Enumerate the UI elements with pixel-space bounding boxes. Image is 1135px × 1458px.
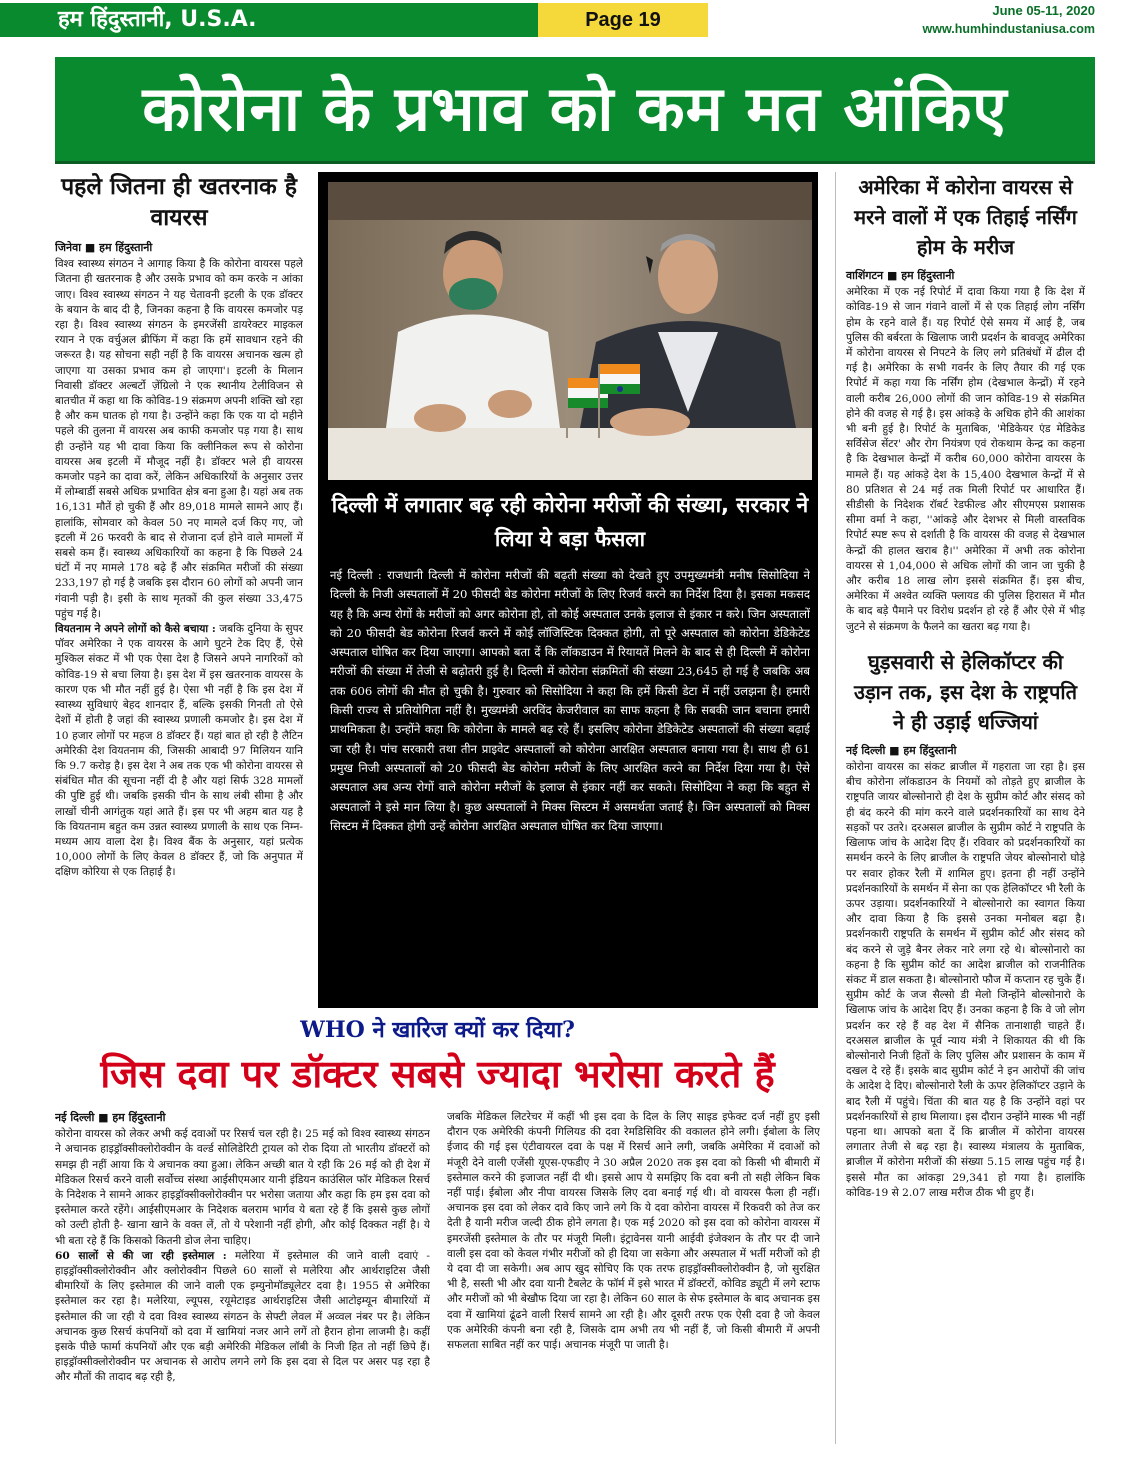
website-link[interactable]: www.humhindustaniusa.com xyxy=(922,22,1095,36)
masthead xyxy=(0,0,1135,46)
left-article-paragraph-2-text: जबकि दुनिया के सुपर पॉवर अमेरिका ने एक वायरस के आगे घुटने टेक दिए हैं, ऐसे मुश्किल संकट में भी एक ऐसा देश है जिसने अपने नागरिकों को कोविड-19 से बचा लिया है। इस देश में इस खतरनाक वायरस के कारण एक भी मौत नहीं हुई है। ऐसा भी नहीं है कि इस देश में स्वास्थ्य सुविधाएं बेहद शानदार हैं, बल्कि इसकी गिनती तो ऐसे देशों में होती है जहां की स्वास्थ्य प्रणाली कमजोर है। इस देश में 10 हजार लोगों पर महज 8 डॉक्टर हैं। यहां बात हो रही है लैटिन अमेरिकी देश वियतनाम की, जिसकी आबादी 97 मिलियन यानि कि 9.7 करोड़ है। इस देश ने अब तक एक भी कोरोना वायरस से संबंधित मौत की सूचना नहीं दी है और यहां सिर्फ 328 मामलों की पुष्टि हुई थी। जबकि इसकी चीन के साथ लंबी सीमा है और लाखों चीनी आगंतुक यहां आते हैं। इस पर भी अहम बात यह है कि वियतनाम बहुत कम उन्नत स्वास्थ्य प्रणाली के साथ एक निम्न-मध्यम आय वाला देश है। विश्व बैंक के अनुसार, यहां प्रत्येक 10,000 लोगों के लिए केवल 8 डॉक्टर हैं, जो कि अनुपात में दक्षिण कोरिया से एक तिहाई है। xyxy=(55,623,303,879)
right-article-1-headline: अमेरिका में कोरोना वायरस से मरने वालों में एक तिहाई नर्सिंग होम के मरीज xyxy=(854,175,1077,259)
right-article-2-dateline: नई दिल्ली ■ हम हिंदुस्तानी xyxy=(846,743,957,757)
banner-headline: कोरोना के प्रभाव को कम मत आंकिए xyxy=(55,57,1095,164)
who-article-column-1 xyxy=(55,1110,430,1440)
who-article-paragraph-3: जबकि मेडिकल लिटरेचर में कहीं भी इस दवा के दिल के लिए साइड इफेक्ट दर्ज नहीं हुए इसी दौरान एक अमेरिकी कंपनी गिलियड की दवा रेमडिसिविर की वकालत होने लगी। ईबोला के लिए ईजाद की गई इस एंटीवायरल दवा के पक्ष में रिसर्च आने लगी, जबकि अमेरिका में दवाओं को मंजूरी देने वाली एजेंसी यूएस-एफडीए ने 30 अप्रैल 2020 तक इस दवा को किसी भी बीमारी में इस्तेमाल करने की इजाजत नहीं दी थी। इससे आप ये समझिए कि दवा बनी तो सही लेकिन बिक नहीं पाई। ईबोला और नीपा वायरस जिसके लिए दवा बनाई गई थी। वो वायरस फैला ही नहीं। अचानक इस दवा को लेकर दावे किए जाने लगे कि ये दवा कोरोना वायरस में रिकवरी को तेज कर देती है यानी मरीज जल्दी ठीक होने लगता है। एक मई 2020 को इस दवा को कोरोना वायरस में इमरजेंसी इस्तेमाल के तौर पर मंजूरी मिली। इंट्रावेनस यानी आईवी इंजेक्शन के तौर पर दी जाने वाली इस दवा को केवल गंभीर मरीजों को ही दिया जा सकेगा और अस्पताल में भर्ती मरीजों को ही ये दवा दी जा सकेगी। अब आप खुद सोचिए कि एक तरफ हाइड्रॉक्सीक्लोरोक्वीन है, जो सुरक्षित भी है, सस्ती भी और दवा यानी टैबलेट के फॉर्म में इसे भारत में डॉक्टरों, कोविड ड्यूटी में लगे स्टाफ और मरीजों को भी बेखौफ दिया जा रहा है। लेकिन 60 साल के सेफ इस्तेमाल के बाद अचानक इस दवा में खामियां ढूंढने वाली रिसर्च सामने आ रही है। और दूसरी तरफ एक ऐसी दवा है जो केवल एक अमेरिकी कंपनी बना रही है, जिसके दाम अभी तय भी नहीं हैं, जो किसी बीमारी में अपनी सफलता साबित नहीं कर पाई। अचानक मंजूरी पा जाती है। xyxy=(447,1111,820,1352)
news-photo xyxy=(328,182,812,480)
right-article-2-body: कोरोना वायरस का संकट ब्राजील में गहराता जा रहा है। इस बीच कोरोना लॉकडाउन के नियमों को तोड़ते हुए ब्राजील के राष्ट्रपति जायर बोल्सोनारो ही देश के सुप्रीम कोर्ट और संसद को ही बंद करने की मांग करने वाले प्रदर्शनकारियों का साथ देने सड़कों पर उतरे। दरअसल ब्राजील के सुप्रीम कोर्ट ने राष्ट्रपति के खिलाफ जांच के आदेश दिए हैं। रविवार को प्रदर्शनकारियों का समर्थन करने के लिए ब्राजील के राष्ट्रपति जेयर बोल्सोनारो घोड़े पर सवार होकर रैली में शामिल हुए। इतना ही नहीं उन्होंने प्रदर्शनकारियों के समर्थन में सेना का एक हेलिकॉप्टर भी रैली के ऊपर उड़ाया। प्रदर्शनकारियों ने बोल्सोनारो का स्वागत किया और दावा किया है कि इससे उनका मनोबल बढ़ा है। प्रदर्शनकारी राष्ट्रपति के समर्थन में सुप्रीम कोर्ट और संसद को बंद करने से जुड़े बैनर लेकर नारे लगा रहे थे। बोल्सोनारो का कहना है कि सुप्रीम कोर्ट का आदेश ब्राजील को राजनीतिक संकट में डाल सकता है। बोल्सोनारो फौज में कप्तान रह चुके हैं। सुप्रीम कोर्ट के जज सैल्सो डी मेलो जिन्होंने बोल्सोनारो के खिलाफ जांच के आदेश दिए हैं। उनका कहना है कि वे जो लोग प्रदर्शन कर रहे हैं वह देश में सैनिक तानाशाही चाहते हैं। दरअसल ब्राजील के पूर्व न्याय मंत्री ने शिकायत की थी कि बोल्सोनारो निजी हितों के लिए पुलिस और प्रशासन के काम में दखल दे रहे हैं। इसके बाद सुप्रीम कोर्ट ने इन आरोपों की जांच के आदेश दे दिए। बोल्सोनारो रैली के ऊपर हेलिकॉप्टर उड़ाने के बाद रैली में पहुंचे। चिंता की बात यह है कि उन्होंने वहां पर प्रदर्शनकारियों से हाथ मिलाया। इस दौरान उन्होंने मास्क भी नहीं पहना था। आपको बता दें कि ब्राजील में कोरोना वायरस लगातार तेजी से बढ़ रहा है। स्वास्थ्य मंत्रालय के मुताबिक, ब्राजील में कोरोना मरीजों की संख्या 5.15 लाख पहुंच गई है। इससे मौत का आंकड़ा 29,341 हो गया है। हालांकि कोविड-19 से 2.07 लाख मरीज ठीक भी हुए हैं। xyxy=(846,761,1085,1199)
left-article-subhead: वियतनाम ने अपने लोगों को कैसे बचाया : xyxy=(55,623,216,636)
who-article xyxy=(55,1010,820,1442)
center-feature-box xyxy=(318,172,818,1008)
who-article-dateline: नई दिल्ली ■ हम हिंदुस्तानी xyxy=(55,1111,166,1124)
center-article-headline: दिल्ली में लगातार बढ़ रही कोरोना मरीजों की संख्या, सरकार ने लिया ये बड़ा फैसला xyxy=(331,493,809,551)
right-article-2-headline: घुड़सवारी से हेलिकॉप्टर की उड़ान तक, इस देश के राष्ट्रपति ने ही उड़ाई धज्जियां xyxy=(853,649,1077,734)
left-article-headline: पहले जितना ही खतरनाक है वायरस xyxy=(61,174,297,231)
left-article xyxy=(55,172,303,1008)
center-article-body: नई दिल्ली : राजधानी दिल्ली में कोरोना मरीजों की बढ़ती संख्या को देखते हुए उपमुख्यमंत्री मनीष सिसोदिया ने दिल्ली के निजी अस्पतालों में 20 फीसदी बेड कोरोना मरीजों के लिए रिजर्व करने का निर्देश दिया है। इसका मकसद यह है कि अन्य रोगों के मरीजों को अगर कोरोना हो, तो कोई अस्पताल उनके इलाज से इंकार न करे। जिन अस्पतालों को 20 फीसदी बेड कोरोना रिजर्व करने में कोई लॉजिस्टिक दिक्कत होगी, तो पूरे अस्पताल को कोरोना डेडिकेटेड अस्पताल घोषित कर दिया जाएगा। आपको बता दें कि लॉकडाउन में रियायतें मिलने के बाद से ही दिल्ली में कोरोना मरीजों की संख्या में तेजी से बढ़ोतरी हुई है। दिल्ली में कोरोना संक्रमितों की संख्या 23,645 हो गई है जबकि अब तक 606 लोगों की मौत हो चुकी है। गुरुवार को सिसोदिया ने कहा कि हमें किसी डेटा में नहीं उलझना है। हमारी किसी राज्य से प्रतियोगिता नहीं है। मुख्यमंत्री अरविंद केजरीवाल का साफ कहना है कि सबकी जान बचाना हमारी प्राथमिकता है। उन्होंने कहा कि कोरोना के मामले बढ़ रहे हैं। इसलिए कोरोना डेडिकेटेड अस्पतालों की संख्या बढ़ाई जा रही है। पांच सरकारी तथा तीन प्राइवेट अस्पतालों को कोरोना आरक्षित अस्पताल बनाया गया है। साथ ही 61 प्रमुख निजी अस्पतालों को 20 फीसदी बेड कोरोना मरीजों के लिए आरक्षित करने का निर्देश दिया गया है। ऐसे अस्पताल अब अन्य रोगों वाले कोरोना मरीजों के इलाज से इंकार नहीं कर सकते। सिसोदिया ने कहा कि बहुत से अस्पतालों ने इसे मान लिया है। कुछ अस्पतालों ने मिक्स सिस्टम में असमर्थता जताई है। जिन अस्पतालों को मिक्स सिस्टम में दिक्कत होगी उन्हें कोरोना आरक्षित अस्पताल घोषित कर दिया जाएगा। xyxy=(330,568,810,833)
right-column xyxy=(835,172,1085,1444)
newspaper-name: हम हिंदुस्तानी, U.S.A. xyxy=(0,3,540,37)
page-number: Page 19 xyxy=(538,3,708,37)
right-article-1-dateline: वाशिंगटन ■ हम हिंदुस्तानी xyxy=(846,269,955,282)
who-article-paragraph-2 xyxy=(55,1249,430,1386)
left-article-paragraph-1: विश्व स्वास्थ्य संगठन ने आगाह किया है कि कोरोना वायरस पहले जितना ही खतरनाक है और उसके प्रभाव को कम करके न आंका जाए। विश्व स्वास्थ्य संगठन ने यह चेतावनी इटली के एक डॉक्टर के बयान के बाद दी है, जिनका कहना है कि वायरस कमजोर पड़ रहा है। विश्व स्वास्थ्य संगठन के इमरजेंसी डायरेक्टर माइकल रयान ने एक वर्चुअल ब्रीफिंग में कहा कि हमें सावधान रहने की जरूरत है। यह सोचना सही नहीं है कि वायरस अचानक खत्म हो जाएगा या उसका प्रभाव कम हो जाएगा'। इटली के मिलान निवासी डॉक्टर अल्बर्टो ज़ेंग्रिलो ने एक स्थानीय टेलीविजन से बातचीत में कहा था कि कोविड-19 संक्रमण अपनी शक्ति खो रहा है और कम घातक हो गया है। उन्होंने कहा कि एक या दो महीने पहले की तुलना में वायरस अब काफी कमजोर पड़ गया है। साथ ही उन्होंने यह भी दावा किया कि क्लीनिकल रूप से कोरोना वायरस अब इटली में मौजूद नहीं है। डॉक्टर भले ही वायरस कमजोर पड़ने का दावा करें, लेकिन अधिकारियों के अनुसार उत्तर में लोम्बार्डी सबसे अधिक प्रभावित क्षेत्र बना हुआ है। यहां अब तक 16,131 मौतें हो चुकी हैं और 89,018 मामले सामने आए हैं। हालांकि, सोमवार को केवल 50 नए मामले दर्ज किए गए, जो इटली में 26 फरवरी के बाद से रोजाना दर्ज होने वाले मामलों में सबसे कम हैं। स्वास्थ्य अधिकारियों का कहना है कि पिछले 24 घंटों में नए मामले 178 बढ़े हैं और संक्रमित मरीजों की संख्या 233,197 हो गई है जबकि इस दौरान 60 लोगों को अपनी जान गंवानी पड़ी है। इसी के साथ मृतकों की कुल संख्या 33,475 पहुंच गई है। xyxy=(55,258,303,620)
left-article-dateline: जिनेवा ■ हम हिंदुस्तानी xyxy=(55,241,153,254)
who-article-kicker: WHO ने खारिज क्यों कर दिया? xyxy=(300,1017,575,1043)
right-article-1-body: अमेरिका में एक नई रिपोर्ट में दावा किया गया है कि देश में कोविड-19 से जान गंवाने वालों में से एक तिहाई लोग नर्सिंग होम के रहने वाले हैं। यह रिपोर्ट ऐसे समय में आई है, जब पुलिस की बर्बरता के खिलाफ जारी प्रदर्शन के बावजूद अमेरिका में कोरोना वायरस से निपटने के लिए लगे प्रतिबंधों में ढील दी गई है। अमेरिका के सभी गवर्नर के लिए तैयार की गई एक रिपोर्ट में कहा गया कि नर्सिंग होम (देखभाल केन्द्रों) में रहने वाली करीब 26,000 लोगों की जान कोविड-19 से संक्रमित होने की वजह से गई है। इस आंकड़े के अधिक होने की आशंका भी बनी हुई है। रिपोर्ट के मुताबिक, 'मेडिकेयर एंड मेडिकेड सर्विसेज सेंटर' और रोग नियंत्रण एवं रोकथाम केन्द्र का कहना है कि देखभाल केन्द्रों में करीब 60,000 कोरोना वायरस के मामले हैं। यह आंकड़े देश के 15,400 देखभाल केन्द्रों में से 80 प्रतिशत से 24 मई तक मिली रिपोर्ट पर आधारित हैं। सीडीसी के निदेशक रॉबर्ट रेडफील्ड और सीएमएस प्रशासक सीमा वर्मा ने कहा, ''आंकड़े और देशभर से मिली वास्तविक रिपोर्ट स्पष्ट रूप से दर्शाती है कि वायरस की वजह से देखभाल केन्द्रों की हालत खराब है।'' अमेरिका में अभी तक कोरोना वायरस से 1,04,000 से अधिक लोगों की जान जा चुकी है और करीब 18 लाख लोग इससे संक्रमित हैं। इस बीच, अमेरिका में अश्वेत व्यक्ति फ्लायड की पुलिस हिरासत में मौत के बाद बड़े पैमाने पर विरोध प्रदर्शन हो रहे हैं और ऐसे में भीड़ जुटने से संक्रमण के फैलने का खतरा बढ़ गया है। xyxy=(846,286,1085,633)
who-article-paragraph-1: कोरोना वायरस को लेकर अभी कई दवाओं पर रिसर्च चल रही है। 25 मई को विश्व स्वास्थ्य संगठन ने अचानक हाइड्रॉक्सीक्लोरोक्वीन के वर्ल्ड सोलिडेरिटी ट्रायल को रोक दिया तो भारतीय डॉक्टरों को समझ ही नहीं आया कि ये अचानक क्या हुआ। लेकिन अच्छी बात ये रही कि 26 मई को ही देश में मेडिकल रिसर्च करने वाली सर्वोच्च संस्था आईसीएमआर यानी इंडियन काउंसिल फॉर मेडिकल रिसर्च के निदेशक ने सामने आकर हाइड्रॉक्सीक्लोरोक्वीन पर भरोसा जताया और कहा कि हम इस दवा को इस्तेमाल करते रहेंगे। आईसीएमआर के निदेशक बलराम भार्गव ये बता रहे हैं कि इससे कुछ लोगों को उल्टी होती है- खाना खाने के वक्त लें, तो ये परेशानी नहीं होगी, और कोई दिक्कत नहीं है। ये भी बता रहे हैं कि किसको कितनी डोज लेना चाहिए। xyxy=(55,1128,430,1247)
who-article-headline: जिस दवा पर डॉक्टर सबसे ज्यादा भरोसा करते हैं xyxy=(100,1052,775,1096)
photo-illustration xyxy=(328,182,812,480)
who-article-paragraph-2-text: मलेरिया में इस्तेमाल की जाने वाली दवाएं - हाइड्रॉक्सीक्लोरोक्वीन और क्लोरोक्वीन पिछले 60 सालों से मलेरिया और आर्थराइटिस जैसी बीमारियों के लिए इस्तेमाल की जाने वाली एक इम्युनोमॉड्यूलेटर दवा है। 1955 से अमेरिका इस्तेमाल कर रहा है। मलेरिया, ल्यूपस, रयूमेटाइड आर्थराइटिस जैसी आटोइम्यून बीमारियों में इस्तेमाल की जा रही ये दवा विश्व स्वास्थ्य संगठन के सेफ्टी लेवल में अव्वल नंबर पर है। लेकिन अचानक कुछ रिसर्च कंपनियों को दवा में खामियां नजर आने लगें तो हैरान होना लाजमी है। कहीं इसके पीछे फार्मा कंपनियों और एक बड़ी अमेरिकी मेडिकल लॉबी के निजी हित तो नहीं छिपे हैं। हाइड्रॉक्सीक्लोरोक्वीन पर अचानक से आरोप लगने लगे कि इस दवा से दिल पर असर पड़ रहा है और मौतों की तादाद बढ़ रही है, xyxy=(55,1249,430,1384)
left-article-paragraph-2 xyxy=(55,622,303,880)
who-article-subhead: 60 सालों से की जा रही इस्तेमाल : xyxy=(55,1249,227,1262)
issue-date: June 05-11, 2020 xyxy=(992,3,1095,18)
who-article-column-2 xyxy=(447,1110,820,1440)
